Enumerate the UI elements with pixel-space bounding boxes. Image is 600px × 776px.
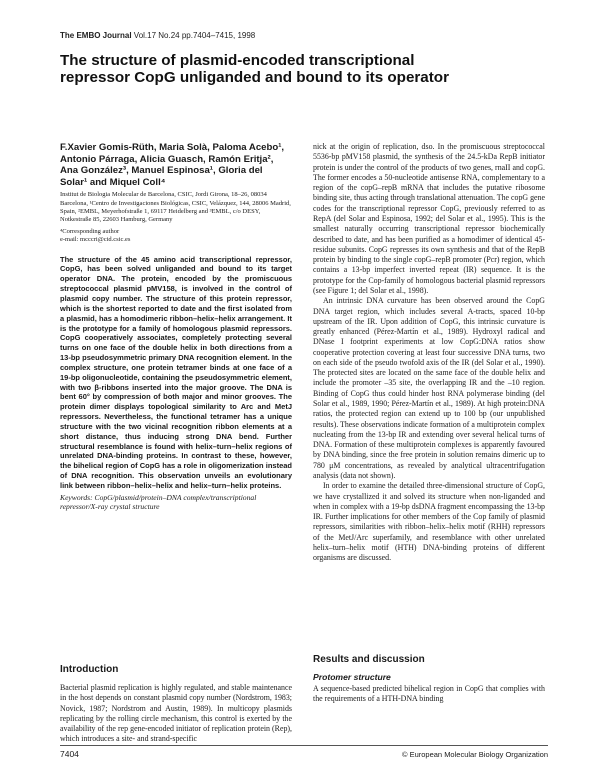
body-paragraph-2: An intrinsic DNA curvature has been observed around the CopG DNA target region, which includes several A-tracts, spaced 10-bp upstream of the IR. Upon addition of CopG, this intrinsic curvature is greatly enhanced (Pérez-Martín et al., 1989). Hydroxyl radical and DNase I footprint experiments at low CopG:DNA ratios show cooperative protection covering at least four successive DNA turns, two on each side of the pseudo twofold axis of the IR (del Solar et al., 1990). The protected sites are located on the same face of the double helix and include the promoter –35 site, the overlapping IR and the –10 region. Binding of CopG thus could hinder host RNA polymerase binding (del Solar et al., 1989, 1990; Pérez-Martín et al., 1989). At high protein:DNA ratios, the protected region can extend up to 100 bp (our unpublished results). These observations indicate formation of a multiprotein complex nucleating from the 13-bp IR and extending over several helical turns of DNA. Formation of these multiprotein complexes is apparently favoured by DNA binding, since the free protein in solution remains dimeric up to 780 μM concentrations, as revealed by analytical ultracentrifugation analysis (data not shown). [313, 296, 545, 480]
keywords: Keywords: CopG/plasmid/protein–DNA complex/transcriptional repressor/X-ray crystal structure [60, 492, 257, 512]
abstract: The structure of the 45 amino acid transcriptional repressor, CopG, has been solved unliganded and bound to its target operator DNA. The protein, encoded by the promiscuous streptococcal plasmid pMV158, is involved in the control of plasmid copy number. The structure of this protein repressor, which is the shortest reported to date and the first isolated from a plasmid, has a homodimeric ribbon–helix–helix arrangement. It is the prototype for a family of homologous plasmid repressors. CopG cooperatively associates, completely protecting several turns on one face of the double helix in both directions from a 13-bp pseudosymmetric primary DNA recognition element. In the complex structure, one protein tetramer binds at one face of a 19-bp oligonucleotide, containing the pseudosymmetric element, with two β-ribbons inserted into the major groove. The DNA is bent 60° by compression of both major and minor grooves. The protein dimer displays topological similarity to Arc and MetJ repressors. Nevertheless, the functional tetramer has a unique structure with the two vicinal recognition ribbon elements at a short distance, thus inducing strong DNA bend. Further structural resemblance is found with helix–turn–helix regions of unrelated DNA-binding proteins. In contrast to these, however, the bihelical region of CopG has a role in oligomerization instead of DNA recognition. This observation unveils an evolutionary link between ribbon–helix–helix and helix–turn–helix proteins. [60, 254, 292, 490]
page-number: 7404 [60, 749, 79, 759]
introduction-paragraph: Bacterial plasmid replication is highly regulated, and stable maintenance in the host depends on constant plasmid copy number (Nordstrom, 1983; Novick, 1987; Nordstrom and Austin, 1989). In multicopy plasmids replicating by the rolling circle mechanism, this control is exerted by the availability of the rep gene-encoded initiator of replication protein (Rep), which introduces a site- and strand-specific [60, 683, 292, 744]
journal-header [60, 31, 255, 40]
journal-name: The EMBO Journal [60, 31, 132, 40]
corresponding-author: ⁴Corresponding author [60, 228, 120, 236]
results-heading: Results and discussion [313, 654, 425, 665]
journal-citation: Vol.17 No.24 pp.7404–7415, 1998 [133, 31, 256, 40]
left-column [60, 142, 292, 512]
protomer-structure-heading: Protomer structure [313, 672, 391, 682]
footer-rule [60, 745, 548, 746]
author-list: F.Xavier Gomis-Rüth, Maria Solà, Paloma Acebo¹, Antonio Párraga, Alicia Guasch, Ramón Eritja², Ana González³, Manuel Espinosa¹, Gloria del Solar¹ and Miquel Coll⁴ [60, 142, 285, 188]
right-column [313, 142, 545, 564]
publisher-notice: © European Molecular Biology Organization [401, 750, 548, 759]
body-paragraph-3: In order to examine the detailed three-dimensional structure of CopG, we have crystallized it and solved its structure when non-liganded and when in complex with a 19-bp dsDNA fragment encompassing the 13-bp IR. Further implications for other members of the Cop family of plasmid repressors, similarities with ribbon–helix–helix motif (RHH) repressors of the MetJ/Arc superfamily, and resemblance with other unrelated helix–turn–helix motif (HTH) DNA-binding proteins of different organisms are discussed. [313, 481, 545, 563]
introduction-heading: Introduction [60, 664, 119, 675]
body-paragraph-1: nick at the origin of replication, dso. In the promiscuous streptococcal 5536-bp pMV158 plasmid, the synthesis of the 24.5-kDa RepB initiator protein is under the control of the products of two genes, rnaII and copG. The former encodes a 50-nucleotide antisense RNA, complementary to a region of the copG–repB mRNA that includes the putative ribosome binding site, thus acting through translational attenuation. The copG gene codes for the transcriptional repressor CopG, previously referred to as RepA (del Solar and Espinosa, 1992; del Solar et al., 1995). This is the smallest naturally occurring transcriptional repressor biochemically described to date, and has been purified as a homodimer of identical 45-residue subunits. CopG represses its own synthesis and that of the RepB protein by binding to the single copG–repB promoter (Pcr) region, which contains a 13-bp imperfect inverted repeat (IR) sequence. It is the prototype for the Cop-family of homologous bacterial plasmid repressors (see Figure 1; del Solar et al., 1998). [313, 142, 545, 295]
email-address[interactable]: e-mail: mcccri@cid.csic.es [60, 236, 131, 244]
protomer-structure-paragraph: A sequence-based predicted bihelical region in CopG that complies with the requirements of a HTH-DNA binding [313, 684, 545, 704]
correspondence [60, 228, 292, 244]
article-title: The structure of plasmid-encoded transcriptional repressor CopG unliganded and bound to its operator [60, 52, 449, 86]
affiliations: Institut de Biologia Molecular de Barcelona, CSIC, Jordi Girona, 18–26, 08034 Barcelona, ¹Centro de Investigaciones Biológicas, CSIC, Velázquez, 144, 28006 Madrid, Spain, ²EMBL, Meyerhofstraße 1, 69117 Heidelberg and ³EMBL, c/o DESY, Notkestraße 85, 22603 Hamburg, Germany [60, 191, 291, 223]
